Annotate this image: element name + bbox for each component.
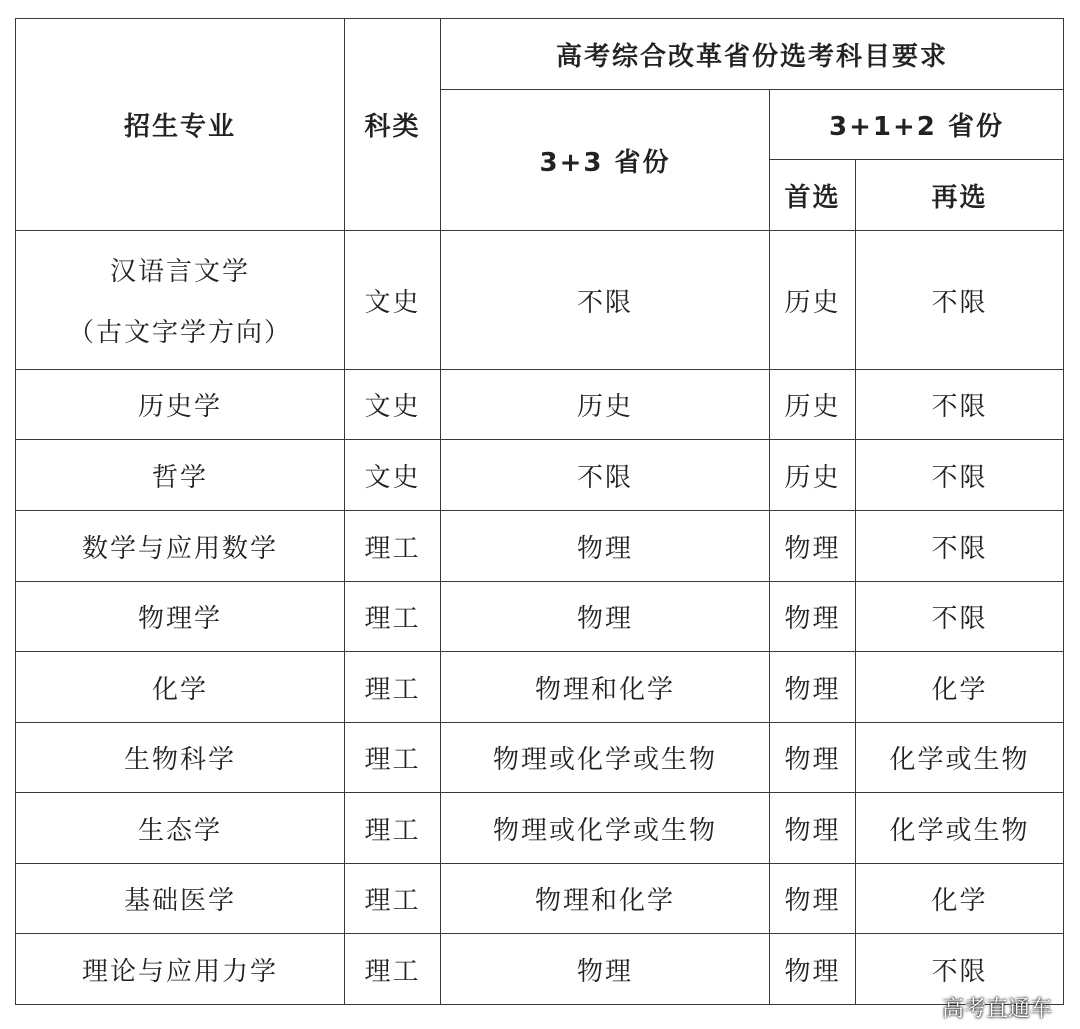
first-choice-cell: 物理 [770, 652, 856, 723]
header-requirements-title: 高考综合改革省份选考科目要求 [441, 19, 1064, 90]
req-3-3-cell: 物理和化学 [441, 864, 770, 934]
first-choice-cell: 物理 [770, 864, 856, 934]
category-cell: 理工 [345, 864, 441, 934]
category-cell: 理工 [345, 652, 441, 723]
table-row [16, 864, 1064, 934]
first-choice-cell: 历史 [770, 231, 856, 370]
second-choice-cell: 不限 [856, 934, 1064, 1005]
second-choice-cell: 不限 [856, 582, 1064, 652]
first-choice-cell: 历史 [770, 440, 856, 511]
major-cell: 生态学 [16, 793, 345, 864]
first-choice-cell: 物理 [770, 793, 856, 864]
category-cell: 理工 [345, 511, 441, 582]
major-cell: 历史学 [16, 370, 345, 440]
req-3-3-cell: 物理 [441, 511, 770, 582]
category-cell: 文史 [345, 370, 441, 440]
major-cell: 理论与应用力学 [16, 934, 345, 1005]
category-cell: 文史 [345, 231, 441, 370]
first-choice-cell: 历史 [770, 370, 856, 440]
first-choice-cell: 物理 [770, 934, 856, 1005]
major-cell: 生物科学 [16, 723, 345, 793]
header-major: 招生专业 [16, 19, 345, 231]
second-choice-cell: 不限 [856, 231, 1064, 370]
category-cell: 文史 [345, 440, 441, 511]
major-cell [16, 231, 345, 370]
second-choice-cell: 化学 [856, 652, 1064, 723]
category-cell: 理工 [345, 793, 441, 864]
second-choice-cell: 不限 [856, 440, 1064, 511]
req-3-3-cell: 物理 [441, 934, 770, 1005]
req-3-3-cell: 历史 [441, 370, 770, 440]
table-row [16, 652, 1064, 723]
table-row [16, 723, 1064, 793]
second-choice-cell: 化学或生物 [856, 793, 1064, 864]
req-3-3-cell: 不限 [441, 440, 770, 511]
req-3-3-cell: 物理 [441, 582, 770, 652]
header-second-choice: 再选 [856, 160, 1064, 231]
watermark: 高考直通车 [941, 997, 1052, 1022]
second-choice-cell: 不限 [856, 370, 1064, 440]
subject-requirements-table [15, 18, 1064, 1005]
table-row [16, 440, 1064, 511]
table-row [16, 793, 1064, 864]
major-cell: 基础医学 [16, 864, 345, 934]
table-row [16, 511, 1064, 582]
req-3-3-cell: 物理和化学 [441, 652, 770, 723]
category-cell: 理工 [345, 934, 441, 1005]
first-choice-cell: 物理 [770, 582, 856, 652]
second-choice-cell: 不限 [856, 511, 1064, 582]
major-name: 汉语言文学 [109, 257, 250, 287]
second-choice-cell: 化学或生物 [856, 723, 1064, 793]
major-cell: 数学与应用数学 [16, 511, 345, 582]
header-category: 科类 [345, 19, 441, 231]
table-row [16, 231, 1064, 370]
major-cell: 哲学 [16, 440, 345, 511]
first-choice-cell: 物理 [770, 511, 856, 582]
category-cell: 理工 [345, 723, 441, 793]
major-cell: 化学 [16, 652, 345, 723]
category-cell: 理工 [345, 582, 441, 652]
header-3-1-2-provinces: 3+1+2 省份 [770, 90, 1064, 160]
req-3-3-cell: 物理或化学或生物 [441, 793, 770, 864]
second-choice-cell: 化学 [856, 864, 1064, 934]
table-row [16, 934, 1064, 1005]
first-choice-cell: 物理 [770, 723, 856, 793]
table-row [16, 582, 1064, 652]
header-3-3-provinces: 3+3 省份 [441, 90, 770, 231]
major-note: （古文字学方向） [67, 318, 292, 348]
req-3-3-cell: 不限 [441, 231, 770, 370]
major-cell: 物理学 [16, 582, 345, 652]
req-3-3-cell: 物理或化学或生物 [441, 723, 770, 793]
header-first-choice: 首选 [770, 160, 856, 231]
table-row [16, 370, 1064, 440]
